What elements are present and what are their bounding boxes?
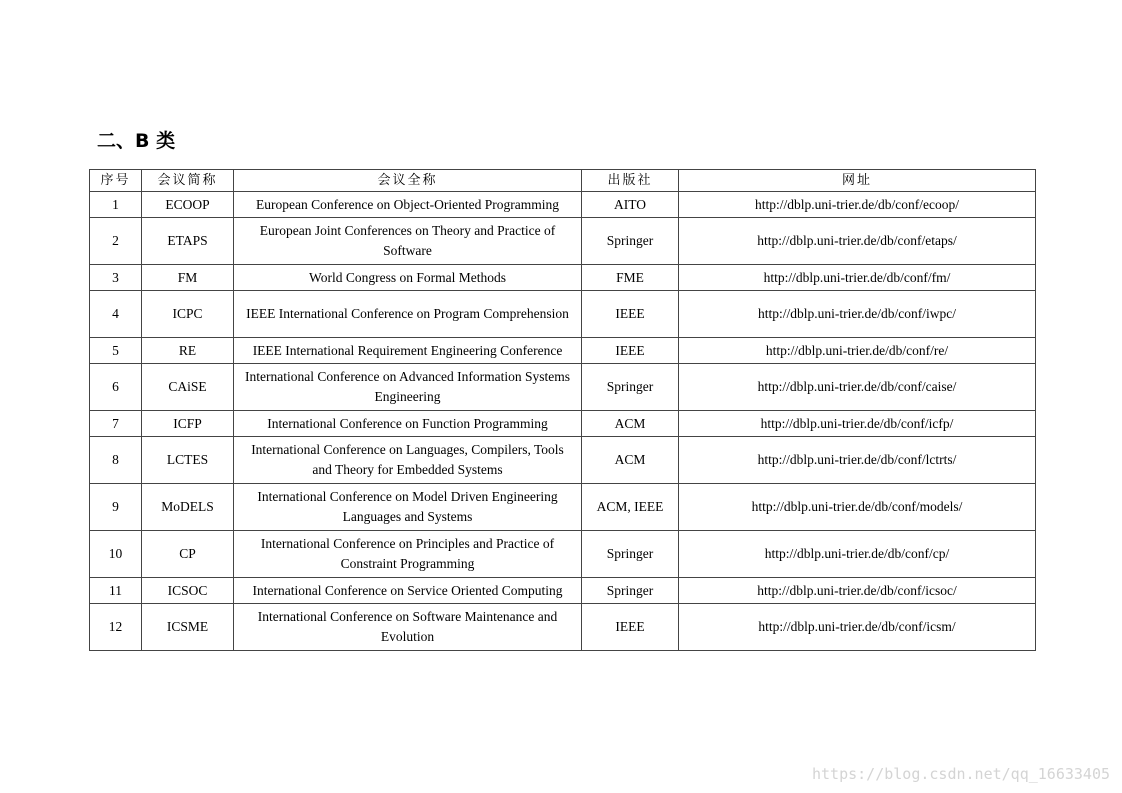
cell-publisher: FME (582, 265, 679, 291)
cell-number: 7 (90, 411, 142, 437)
cell-url: http://dblp.uni-trier.de/db/conf/lctrts/ (679, 437, 1036, 484)
header-abbreviation: 会议简称 (142, 170, 234, 192)
cell-full-name: International Conference on Service Oriented Computing (234, 578, 582, 604)
cell-abbreviation: ICSME (142, 604, 234, 651)
cell-number: 11 (90, 578, 142, 604)
cell-full-name: IEEE International Requirement Engineering Conference (234, 338, 582, 364)
cell-abbreviation: RE (142, 338, 234, 364)
table-row (90, 364, 1036, 411)
table-header (90, 170, 1036, 192)
cell-publisher: Springer (582, 218, 679, 265)
cell-url: http://dblp.uni-trier.de/db/conf/re/ (679, 338, 1036, 364)
header-number: 序号 (90, 170, 142, 192)
cell-abbreviation: CP (142, 531, 234, 578)
table-row (90, 531, 1036, 578)
cell-url: http://dblp.uni-trier.de/db/conf/iwpc/ (679, 291, 1036, 338)
cell-publisher: ACM, IEEE (582, 484, 679, 531)
cell-url: http://dblp.uni-trier.de/db/conf/icfp/ (679, 411, 1036, 437)
table-row (90, 411, 1036, 437)
table-body (90, 192, 1036, 651)
cell-publisher: ACM (582, 411, 679, 437)
cell-full-name: European Conference on Object-Oriented Programming (234, 192, 582, 218)
cell-full-name: IEEE International Conference on Program Comprehension (234, 291, 582, 338)
cell-number: 12 (90, 604, 142, 651)
cell-abbreviation: LCTES (142, 437, 234, 484)
cell-full-name: International Conference on Software Maintenance and Evolution (234, 604, 582, 651)
cell-number: 4 (90, 291, 142, 338)
table-row (90, 604, 1036, 651)
watermark: https://blog.csdn.net/qq_16633405 (811, 765, 1110, 783)
cell-number: 9 (90, 484, 142, 531)
cell-full-name: European Joint Conferences on Theory and Practice of Software (234, 218, 582, 265)
cell-url: http://dblp.uni-trier.de/db/conf/icsoc/ (679, 578, 1036, 604)
table-row (90, 218, 1036, 265)
cell-abbreviation: ICSOC (142, 578, 234, 604)
table-row (90, 437, 1036, 484)
cell-full-name: International Conference on Function Programming (234, 411, 582, 437)
table-row (90, 338, 1036, 364)
cell-number: 2 (90, 218, 142, 265)
cell-abbreviation: FM (142, 265, 234, 291)
cell-full-name: International Conference on Advanced Information Systems Engineering (234, 364, 582, 411)
cell-url: http://dblp.uni-trier.de/db/conf/ecoop/ (679, 192, 1036, 218)
cell-url: http://dblp.uni-trier.de/db/conf/models/ (679, 484, 1036, 531)
table-row (90, 192, 1036, 218)
section-title: 二、B 类 (97, 130, 176, 152)
cell-publisher: AITO (582, 192, 679, 218)
cell-number: 3 (90, 265, 142, 291)
cell-publisher: IEEE (582, 291, 679, 338)
cell-publisher: IEEE (582, 338, 679, 364)
header-url: 网址 (679, 170, 1036, 192)
table-row (90, 265, 1036, 291)
table-row (90, 578, 1036, 604)
header-row (90, 170, 1036, 192)
table-row (90, 291, 1036, 338)
header-publisher: 出版社 (582, 170, 679, 192)
conference-table (89, 169, 1036, 651)
cell-url: http://dblp.uni-trier.de/db/conf/caise/ (679, 364, 1036, 411)
cell-publisher: Springer (582, 364, 679, 411)
cell-number: 6 (90, 364, 142, 411)
cell-publisher: Springer (582, 531, 679, 578)
cell-abbreviation: ICPC (142, 291, 234, 338)
cell-number: 1 (90, 192, 142, 218)
cell-url: http://dblp.uni-trier.de/db/conf/etaps/ (679, 218, 1036, 265)
header-full-name: 会议全称 (234, 170, 582, 192)
cell-abbreviation: MoDELS (142, 484, 234, 531)
cell-url: http://dblp.uni-trier.de/db/conf/icsm/ (679, 604, 1036, 651)
table-row (90, 484, 1036, 531)
cell-number: 10 (90, 531, 142, 578)
cell-url: http://dblp.uni-trier.de/db/conf/cp/ (679, 531, 1036, 578)
cell-number: 8 (90, 437, 142, 484)
cell-full-name: International Conference on Principles and Practice of Constraint Programming (234, 531, 582, 578)
cell-full-name: World Congress on Formal Methods (234, 265, 582, 291)
cell-url: http://dblp.uni-trier.de/db/conf/fm/ (679, 265, 1036, 291)
cell-full-name: International Conference on Languages, Compilers, Tools and Theory for Embedded Systems (234, 437, 582, 484)
cell-abbreviation: CAiSE (142, 364, 234, 411)
cell-abbreviation: ICFP (142, 411, 234, 437)
cell-publisher: IEEE (582, 604, 679, 651)
cell-abbreviation: ECOOP (142, 192, 234, 218)
cell-publisher: ACM (582, 437, 679, 484)
cell-number: 5 (90, 338, 142, 364)
cell-publisher: Springer (582, 578, 679, 604)
cell-abbreviation: ETAPS (142, 218, 234, 265)
cell-full-name: International Conference on Model Driven Engineering Languages and Systems (234, 484, 582, 531)
